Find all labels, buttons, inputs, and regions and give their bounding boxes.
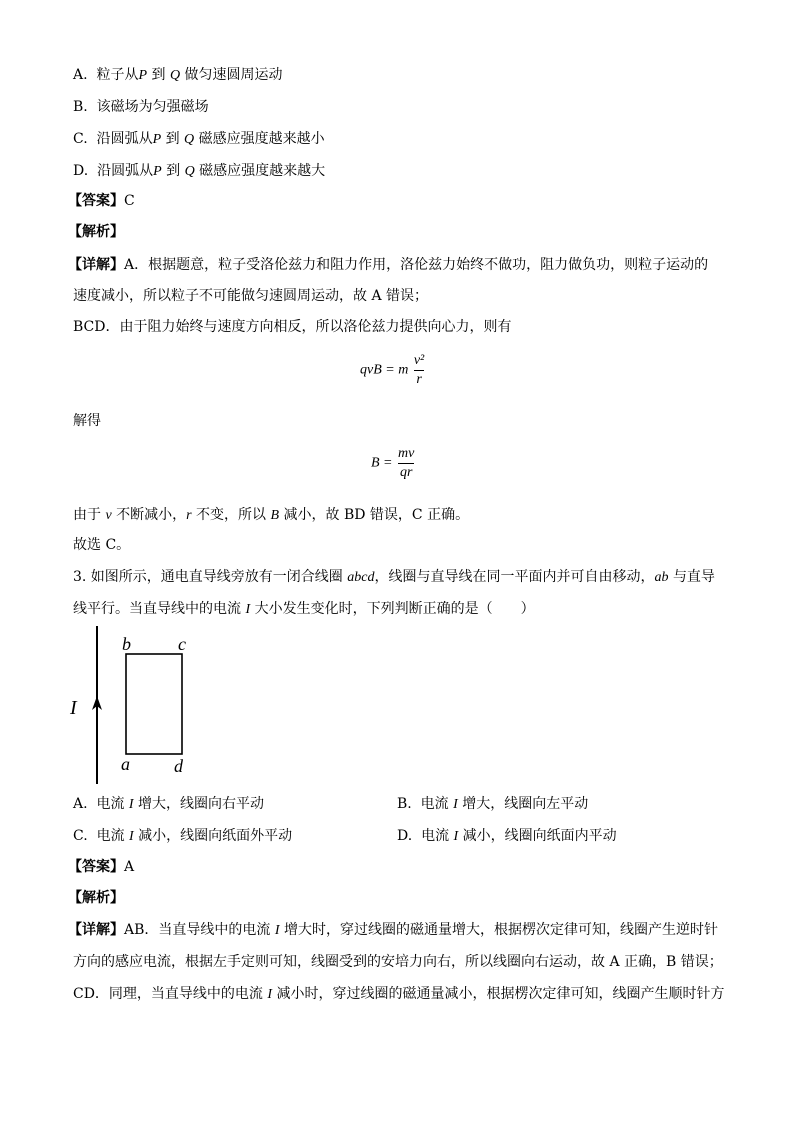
- q3-option-b: B. 电流 I 增大，线圈向左平动: [397, 796, 589, 812]
- corner-label-c: c: [178, 634, 186, 654]
- coil-rectangle: [126, 654, 182, 754]
- solve-label: 解得: [73, 413, 101, 429]
- corner-label-d: d: [174, 756, 183, 776]
- q3-detail-line-2: 方向的感应电流，根据左手定则可知，线圈受到的安培力向右，所以线圈向右运动，故 A 正确，B 错误；: [73, 954, 723, 970]
- q3-detail-line-1: 【详解】AB．当直导线中的电流 I 增大时，穿过线圈的磁通量增大，根据楞次定律可知，线圈产生逆时针: [68, 922, 718, 938]
- detail-line-2: 速度减小，所以粒子不可能做匀速圆周运动，故 A 错误；: [73, 288, 429, 304]
- choose-line: 故选 C。: [73, 537, 131, 553]
- option-b-prev: B. 该磁场为匀强磁场: [73, 99, 209, 115]
- q3-stem-line-1: 3. 如图所示，通电直导线旁放有一闭合线圈 abcd，线圈与直导线在同一平面内并可自由移动，ab 与直导: [73, 569, 715, 585]
- q3-stem-line-2: 线平行。当直导线中的电流 I 大小发生变化时，下列判断正确的是（ ）: [73, 601, 535, 617]
- option-c-prev: C. 沿圆弧从P 到 Q 磁感应强度越来越小: [73, 131, 325, 147]
- corner-label-a: a: [121, 754, 130, 774]
- q3-answer-line: 【答案】A: [68, 859, 135, 875]
- equation-lorentz: qvB = m $\frac{\text{v²}}{r}$: [360, 353, 425, 387]
- q3-option-a: A. 电流 I 增大，线圈向右平动: [73, 796, 265, 812]
- current-label: I: [70, 697, 77, 719]
- answer-line-prev: 【答案】C: [68, 193, 135, 209]
- q3-figure: [60, 622, 210, 787]
- option-d-prev: D. 沿圆弧从P 到 Q 磁感应强度越来越大: [73, 163, 326, 179]
- equation-b: B = $\frac{mv}{qr}$: [371, 446, 415, 480]
- analysis-label-prev: 【解析】: [68, 224, 124, 240]
- q3-option-c: C. 电流 I 减小，线圈向纸面外平动: [73, 828, 293, 844]
- detail-line-1: 【详解】A．根据题意，粒子受洛伦兹力和阻力作用，洛伦兹力始终不做功，阻力做负功，则粒子运动的: [68, 257, 709, 273]
- corner-label-b: b: [122, 634, 131, 654]
- option-a-prev: A. 粒子从P 到 Q 做匀速圆周运动: [73, 67, 283, 83]
- q3-detail-line-3: CD．同理，当直导线中的电流 I 减小时，穿过线圈的磁通量减小，根据楞次定律可知，线圈产生顺时针方: [73, 986, 725, 1002]
- detail-line-3: BCD．由于阻力始终与速度方向相反，所以洛伦兹力提供向心力，则有: [73, 319, 512, 335]
- q3-option-d: D. 电流 I 减小，线圈向纸面内平动: [397, 828, 617, 844]
- q3-analysis-label: 【解析】: [68, 890, 124, 906]
- conclusion-line: 由于 v 不断减小，r 不变，所以 B 减小，故 BD 错误，C 正确。: [73, 507, 470, 523]
